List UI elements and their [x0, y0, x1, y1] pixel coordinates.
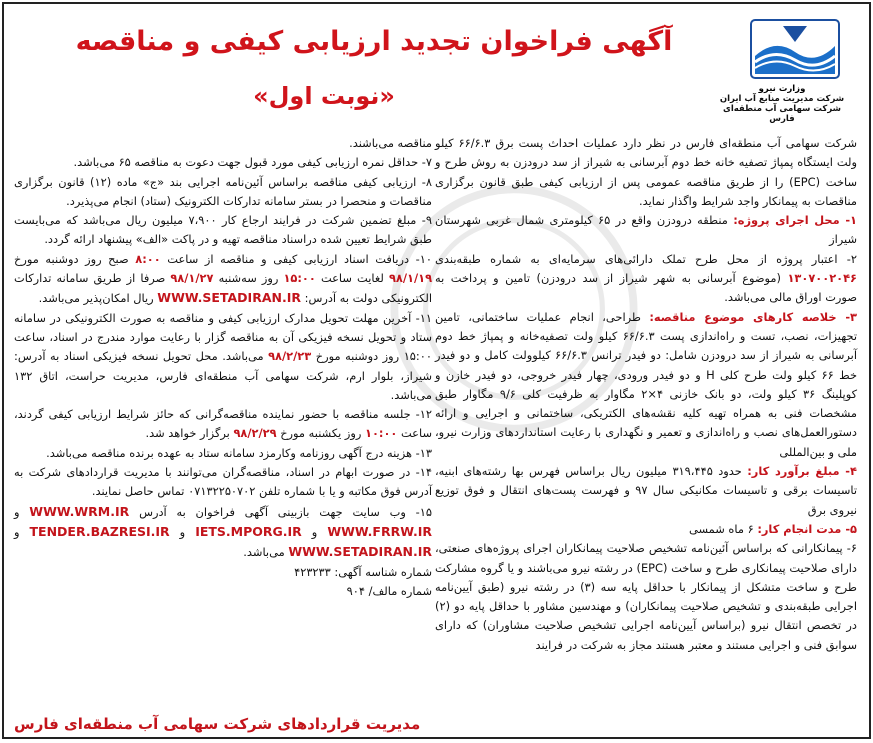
- section-7: ۷- حداقل نمره ارزیابی کیفی مورد قبول جهت دعوت به مناقصه ۶۵ می‌باشد.: [73, 155, 432, 170]
- left-column: [14, 134, 432, 601]
- section-10-mid1: صبح روز دوشنبه مورخ: [14, 251, 129, 266]
- section-5-text: ۶ ماه شمسی: [688, 521, 754, 536]
- ad-id: شماره شناسه آگهی: ۴۲۳۲۳۳: [294, 564, 432, 579]
- session-time: ۱۰:۰۰: [365, 426, 398, 441]
- section-5: [435, 520, 857, 539]
- section-3: [435, 308, 857, 462]
- section-12: [14, 405, 432, 444]
- section-11: [14, 309, 432, 405]
- and-text: و: [14, 504, 20, 519]
- advertisement-page: [2, 2, 871, 739]
- and-text: و: [179, 524, 186, 539]
- section-12-mid: روز یکشنبه مورخ: [280, 426, 362, 441]
- intro-paragraph: شرکت سهامی آب منطقه‌ای فارس در نظر دارد عملیات احداث پست برق ۶۶/۶.۳ کیلو ولت ایستگاه پمپاژ تصفیه خانه خط دوم آبرسانی به شیراز از سد درودزن به روش طرح و ساخت (EPC) را از طریق مناقصه عمومی پس از ارزیابی کیفی طبق قانون برگزاری مناقصات به پیمانکار واجد شرایط واگذار نماید.: [435, 136, 857, 208]
- page-title: آگهی فراخوان تجدید ارزیابی کیفی و مناقصه: [75, 26, 673, 57]
- setadiran-link[interactable]: WWW.SETADIRAN.IR: [157, 290, 301, 306]
- budget-code: ۱۳۰۷۰۰۲۰۴۶: [787, 271, 858, 286]
- section-10-mid3: روز سه‌شنبه: [218, 271, 279, 286]
- section-11-post: می‌باشد. محل تحویل نسخه فیزیکی اسناد به آدرس: شیراز، بلوار ارم، شرکت سهامی آب منطقه‌ای فارس، مدیریت حراست، اتاق ۱۳۲ می‌باشد.: [14, 349, 432, 402]
- section-15-end: می‌باشد.: [243, 545, 285, 560]
- frrw-link[interactable]: WWW.FRRW.IR: [327, 523, 432, 539]
- section-8: ۸- ارزیابی کیفی مناقصه براساس آئین‌نامه اجرایی بند «ج» ماده (۱۲) قانون برگزاری مناقصات و منحصرا در بستر سامانه تدارکات الکترونیک (ستاد) انجام می‌پذیرد.: [14, 174, 433, 208]
- org-line-1: وزارت نیرو: [758, 84, 806, 94]
- section-6: ۶- پیمانکارانی که براساس آئین‌نامه تشخیص صلاحیت پیمانکاران اجرای پروژه‌های صنعتی، دارای صلاحیت پیمانکاری طرح و ساخت (EPC) در رشته نیرو می‌باشند و یا گروه مشارکت طرح و ساخت متشکل از پیمانکار با حداقل پایه سه (۳) در رشته نیرو (طبق آیین‌نامه اجرایی طبقه‌بندی و تشخیص صلاحیت پیمانکاران) و مهندسین مشاور با حداقل پایه دو (۲) در تخصص انتقال نیرو (براساس آیین‌نامه اجرایی تشخیص صلاحیت مشاوران) که دارای سوابق فنی و اجرایی مستند و معتبر هستند مجاز به شرکت در فرایند: [435, 541, 857, 652]
- page-subtitle: «نوبت اول»: [253, 82, 395, 110]
- finance-id: شماره مالف/ ۹۰۴: [346, 583, 432, 598]
- section-10: [14, 250, 432, 309]
- and-text: و: [14, 524, 20, 539]
- iets-link[interactable]: IETS.MPORG.IR: [195, 523, 302, 539]
- right-column: [435, 134, 857, 655]
- and-text: و: [311, 524, 318, 539]
- section-3-title: ۳- خلاصه کارهای موضوع مناقصه:: [649, 309, 857, 324]
- section-5-title: ۵- مدت انجام کار:: [757, 521, 857, 536]
- section-2-pre: ۲- اعتبار پروژه از محل طرح تملک دارائی‌های سرمایه‌ای به شماره طبقه‌بندی: [435, 251, 857, 266]
- section-12-post: برگزار خواهد شد.: [145, 426, 230, 441]
- section-4-text: حدود ۳۱۹،۴۴۵ میلیون ریال براساس فهرس بها رشته‌های ابنیه، تاسیسات برقی و تاسیسات مکانیکی سال ۹۷ و فهرست پست‌های انتقال و فوق توزیع نیروی برق: [435, 464, 857, 517]
- wrm-link[interactable]: WWW.WRM.IR: [29, 503, 130, 519]
- end-time: ۱۵:۰۰: [283, 271, 316, 286]
- section-14: ۱۴- در صورت ابهام در اسناد، مناقصه‌گران می‌توانند با مدیریت قراردادهای شرکت به آدرس فوق مکاتبه و یا با شماره تلفن ۰۷۱۳۲۲۵۰۷۰۲ تماس حاصل نمایند.: [14, 465, 432, 499]
- section-10-post: صرفا از طریق سامانه تدارکات الکترونیکی دولت به آدرس:: [14, 271, 432, 306]
- section-15-pre: ۱۵- وب سایت جهت بازبینی آگهی فراخوان به آدرس: [139, 504, 432, 519]
- tender-bazresi-link[interactable]: TENDER.BAZRESI.IR: [29, 523, 170, 539]
- section-4: [435, 462, 857, 520]
- section-1-title: ۱- محل اجرای پروژه:: [733, 213, 857, 228]
- start-time: ۸:۰۰: [135, 251, 161, 266]
- section-9: ۹- مبلغ تضمین شرکت در فرایند ارجاع کار ۷،۹۰۰ میلیون ریال می‌باشد که می‌بایست طبق شرایط تعیین شده دراسناد مناقصه تهیه و در پاکت «الف» پیشنهاد ارائه گردد.: [14, 213, 432, 247]
- end-date: ۹۸/۱/۲۷: [170, 271, 214, 286]
- section-10-end: ریال امکان‌پذیر می‌باشد.: [38, 291, 154, 306]
- section-10-pre: ۱۰- دریافت اسناد ارزیابی کیفی و مناقصه از ساعت: [167, 251, 433, 266]
- section-3-text: طراحی، انجام عملیات ساختمانی، تامین تجهیزات، نصب، تست و راه‌اندازی پست ۶۶/۶.۳ کیلو ولت تصفیه‌خانه و پمپاژ خط دوم آبرسانی به شیراز از سد درودزن شامل: دو فیدر ترانس ۶۶/۶.۳ کیلوولت کامل و دو فیدر خط ۶۶ کیلو ولت طرح کلی H و دو فیدر ورودی، چهار فیدر خروجی، دو فیدر خازن و کوپلینگ ۳۶ کیلو ولت، دو بانک خازنی ۴×۲ مگاوار به ظرفیت کلی ۹/۶ مگاوار طبق مشخصات فنی به همراه تهیه کلیه نقشه‌های الکتریکی، ساختمانی و اجرایی و ارائه دستورالعمل‌های نصب و راه‌اندازی و تعمیر و نگهداری با رعایت استانداردهای وزارت نیرو، ملی و بین‌المللی: [435, 309, 858, 459]
- organization-block: [717, 84, 847, 124]
- footer-signature: [14, 715, 432, 733]
- start-date: ۹۸/۱/۱۹: [388, 271, 433, 286]
- deadline-date: ۹۸/۲/۲۳: [268, 349, 312, 364]
- org-line-3: شرکت سهامی آب منطقه‌ای فارس: [723, 104, 841, 124]
- continuation-text: مناقصه می‌باشند.: [349, 136, 432, 150]
- section-1-text: منطقه درودزن واقع در ۶۵ کیلومتری شمال غربی شهرستان شیراز: [435, 213, 857, 247]
- water-company-logo-icon: [735, 16, 855, 82]
- section-10-mid2: لغایت ساعت: [320, 271, 384, 286]
- footer-text: مدیریت قراردادهای شرکت سهامی آب منطقه‌ای فارس: [14, 715, 421, 733]
- section-2: [435, 250, 857, 308]
- section-12-pre: ۱۲- جلسه مناقصه با حضور نماینده مناقصه‌گرانی که حائز شرایط ارزیابی کیفی گردند، ساعت: [14, 407, 432, 441]
- section-4-title: ۴- مبلغ برآورد کار:: [747, 464, 857, 479]
- section-11-pre: ۱۱- آخرین مهلت تحویل مدارک ارزیابی کیفی و مناقصه به صورت الکترونیکی در سامانه ستاد و تحویل نسخه فیزیکی آن به مناقصه گزار با رعایت موارد مندرج در اسناد، ساعت ۱۵:۰۰ روز دوشنبه مورخ: [14, 310, 432, 364]
- section-1: [435, 211, 857, 250]
- session-date: ۹۸/۲/۲۹: [233, 426, 277, 441]
- org-line-2: شرکت مدیریت منابع آب ایران: [719, 94, 845, 104]
- section-15: [14, 502, 432, 563]
- section-2-post: (موضوع آبرسانی به شهر شیراز از سد درودزن) تامین و پرداخت به صورت اوراق مالی می‌باشد.: [435, 271, 857, 305]
- setadiran-link-2[interactable]: WWW.SETADIRAN.IR: [288, 544, 432, 560]
- section-13: ۱۳- هزینه درج آگهی روزنامه وکارمزد سامانه ستاد به عهده برنده مناقصه می‌باشد.: [46, 445, 432, 460]
